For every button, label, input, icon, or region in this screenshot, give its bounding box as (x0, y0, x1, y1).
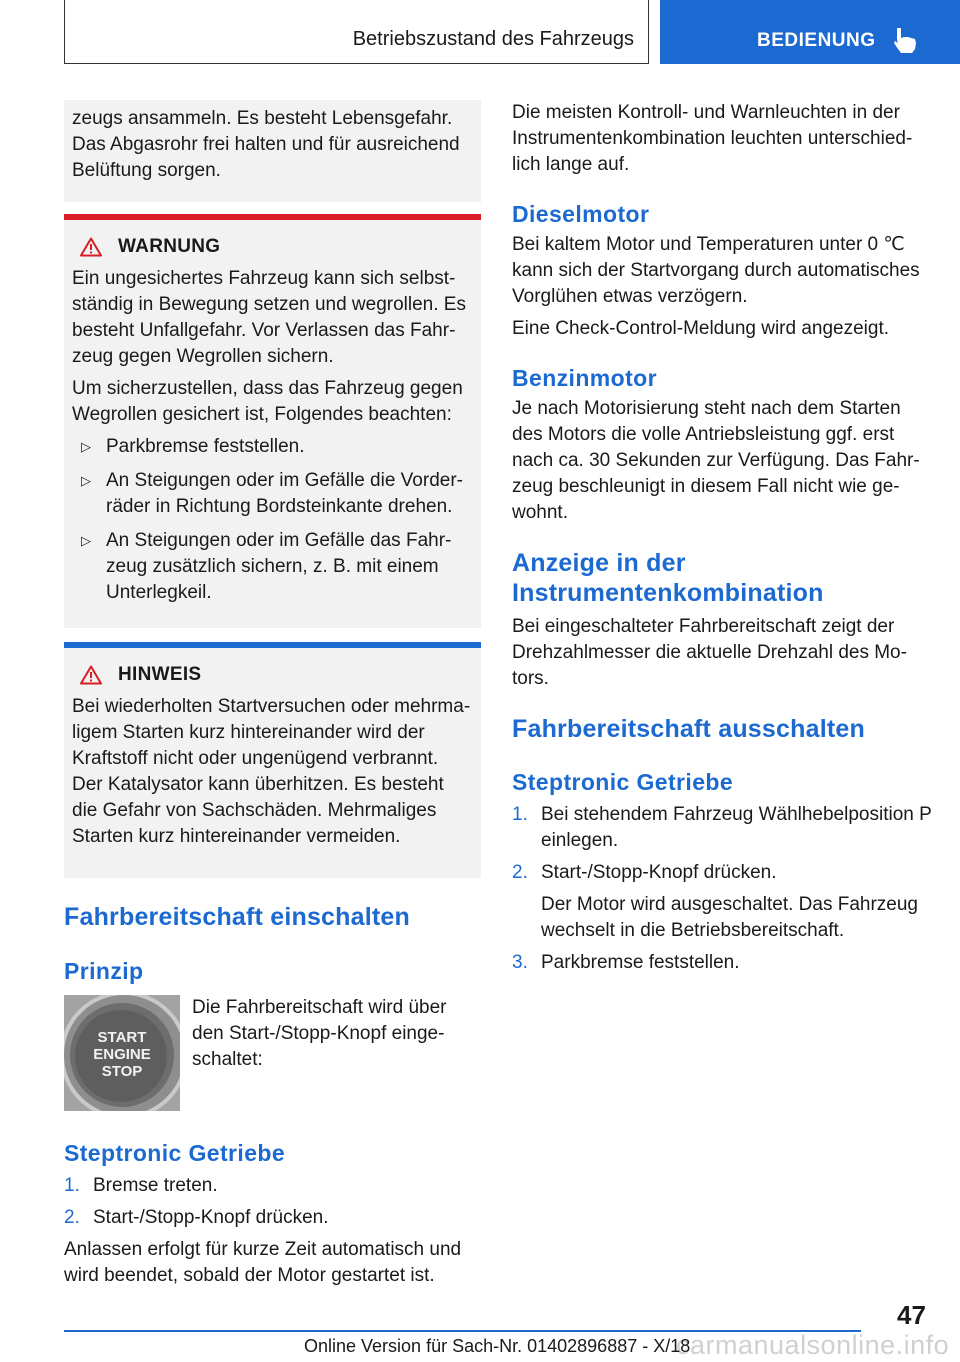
triangle-bullet-icon: ▷ (81, 533, 91, 548)
prinzip-text: Die Fahrbereitschaft wird über den Start-/Stopp-Knopf eingeschaltet: (192, 997, 447, 1070)
heading-steptronic-on: Steptronic Getriebe (64, 1140, 286, 1166)
prinzip-row (64, 995, 481, 1111)
start-stop-button-image (64, 995, 180, 1111)
list-item: 3. Parkbremse feststellen. (512, 952, 740, 973)
header-chapter-tab[interactable] (660, 0, 960, 64)
page-number: 47 (897, 1300, 926, 1330)
heading-steptronic-off: Steptronic Getriebe (512, 769, 734, 795)
section-title: Betriebszustand des Fahrzeugs (352, 28, 634, 50)
warning-triangle-icon (80, 665, 102, 685)
warning-box (64, 214, 481, 628)
steps-off-list (512, 802, 932, 976)
continued-danger-box (64, 100, 481, 202)
closing-text: Anlassen erfolgt für kurze Zeit automatisch und wird beendet, sobald der Motor gestartet ist. (64, 1239, 462, 1286)
list-item: 1. Bremse treten. (64, 1175, 218, 1196)
diesel-paragraph-1: Bei kaltem Motor und Temperaturen unter 0 ℃ kann sich der Startvorgang durch automatisches Vorglühen etwas verzögern. (512, 234, 920, 307)
warning-heading (72, 220, 473, 264)
list-item: 2. Start-/Stopp-Knopf drücken. (64, 1207, 329, 1228)
pointing-hand-icon (892, 26, 918, 54)
warning-triangle-icon (80, 237, 102, 257)
heading-dieselmotor: Dieselmotor (512, 201, 650, 227)
watermark: carmanualsonline.info (676, 1330, 950, 1360)
button-label: START ENGINE STOP (93, 1029, 151, 1080)
list-item: ▷ An Steigungen oder im Gefälle das Fahrzeug zusätzlich sichern, z. B. mit einem Unterlegkeil. (81, 530, 452, 603)
header-section-tab (64, 0, 649, 64)
hint-heading (72, 648, 473, 692)
footer-version-text: Online Version für Sach-Nr. 01402896887 - X/18 (304, 1336, 691, 1356)
heading-prinzip: Prinzip (64, 958, 144, 984)
hint-box (64, 642, 481, 878)
heading-einschalten: Fahrbereitschaft einschalten (64, 903, 410, 931)
continued-danger-text: zeugs ansammeln. Es besteht Lebensgefahr. Das Abgasrohr frei halten und für ausreichend Belüftung sorgen. (72, 108, 460, 181)
heading-ausschalten: Fahrbereitschaft ausschalten (512, 715, 865, 743)
list-item: ▷ An Steigungen oder im Gefälle die Vorderräder in Richtung Bordsteinkante drehen. (81, 470, 463, 517)
chapter-title: BEDIENUNG (757, 30, 876, 51)
list-item: 2. Start-/Stopp-Knopf drücken. Der Motor wird ausgeschaltet. Das Fahrzeug wechselt in die Betriebsbereitschaft. (512, 862, 918, 941)
heading-anzeige: Anzeige in der Instrumentenkombination (512, 549, 824, 607)
diesel-paragraph-2: Eine Check-Control-Meldung wird angezeigt. (512, 318, 890, 339)
warning-paragraph-2: Um sicherzustellen, dass das Fahrzeug gegen Wegrollen gesichert ist, Folgendes beachten: (72, 378, 463, 425)
triangle-bullet-icon: ▷ (81, 473, 91, 488)
benzin-paragraph: Je nach Motorisierung steht nach dem Starten des Motors die volle Antriebsleistung ggf. erst nach ca. 30 Sekunden zur Verfügung. Das Fahrzeug beschleunigt in diesem Fall nicht wie gewohnt. (512, 398, 920, 523)
hint-paragraph: Bei wiederholten Startversuchen oder mehrmaligem Starten kurz hintereinander wird der Kraftstoff nicht oder ungenügend verbrannt. Der Katalysator kann überhitzen. Es besteht die Gefahr von Sachschäden. Mehrmaliges Starten kurz hintereinander vermeiden. (72, 696, 471, 847)
triangle-bullet-icon: ▷ (81, 439, 91, 454)
list-item: ▷ Parkbremse feststellen. (72, 434, 473, 460)
warning-title: WARNUNG (118, 236, 221, 257)
anzeige-paragraph: Bei eingeschalteter Fahrbereitschaft zeigt der Drehzahlmesser die aktuelle Drehzahl des Motors. (512, 616, 907, 689)
hint-title: HINWEIS (118, 664, 202, 685)
list-item: 1. Bei stehendem Fahrzeug Wählhebelposition P einlegen. (512, 804, 932, 851)
heading-benzinmotor: Benzinmotor (512, 365, 657, 391)
intro-text: Die meisten Kontroll- und Warnleuchten in der Instrumentenkombination leuchten unterschiedlich lange auf. (512, 102, 913, 175)
steps-on-list (64, 1173, 481, 1231)
left-column (64, 100, 481, 1295)
warning-paragraph-1: Ein ungesichertes Fahrzeug kann sich selbstständig in Bewegung setzen und wegrollen. Es besteht Unfallgefahr. Vor Verlassen das Fahrzeug gegen Wegrollen sichern. (72, 268, 466, 367)
warning-list (72, 434, 473, 606)
right-column (512, 100, 932, 982)
